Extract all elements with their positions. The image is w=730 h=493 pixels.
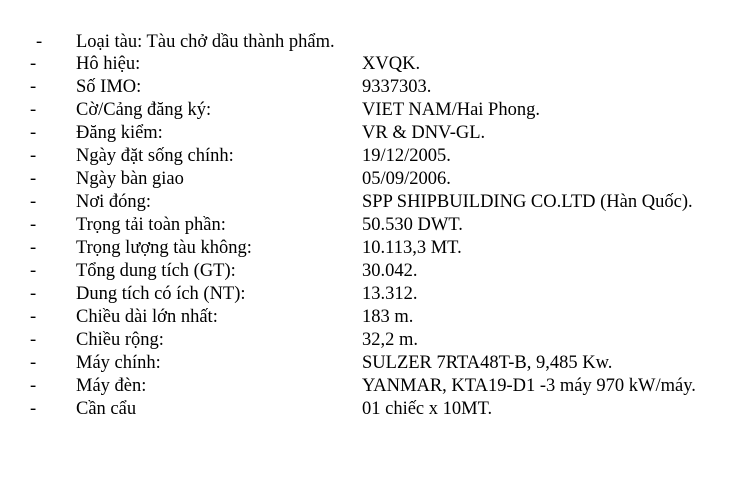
bullet-dash: -	[30, 146, 37, 166]
spec-value: 30.042.	[362, 261, 418, 281]
spec-label: Chiều rộng:	[76, 330, 164, 350]
bullet-dash: -	[30, 376, 37, 396]
spec-value: 50.530 DWT.	[362, 215, 463, 235]
spec-label: Máy chính:	[76, 353, 161, 373]
bullet-dash: -	[36, 32, 43, 52]
spec-label: Máy đèn:	[76, 376, 147, 396]
spec-value: YANMAR, KTA19-D1 -3 máy 970 kW/máy.	[362, 376, 696, 396]
spec-label: Chiều dài lớn nhất:	[76, 307, 218, 327]
spec-value: VIET NAM/Hai Phong.	[362, 100, 540, 120]
bullet-dash: -	[30, 77, 37, 97]
bullet-dash: -	[30, 284, 37, 304]
spec-label: Ngày bàn giao	[76, 169, 184, 189]
spec-value: 183 m.	[362, 307, 414, 327]
bullet-dash: -	[30, 307, 37, 327]
spec-value: SPP SHIPBUILDING CO.LTD (Hàn Quốc).	[362, 192, 693, 212]
spec-label: Tổng dung tích (GT):	[76, 261, 236, 281]
spec-value: 10.113,3 MT.	[362, 238, 462, 258]
bullet-dash: -	[30, 353, 37, 373]
spec-label: Cờ/Cảng đăng ký:	[76, 100, 212, 120]
bullet-dash: -	[30, 54, 37, 74]
spec-value: 05/09/2006.	[362, 169, 451, 189]
bullet-dash: -	[30, 192, 37, 212]
spec-value: 13.312.	[362, 284, 418, 304]
spec-label: Trọng tải toàn phần:	[76, 215, 226, 235]
spec-value: XVQK.	[362, 54, 421, 74]
spec-label: Trọng lượng tàu không:	[76, 238, 252, 258]
spec-label: Hô hiệu:	[76, 54, 141, 74]
ship-type-text: Loại tàu: Tàu chở dầu thành phẩm.	[76, 32, 335, 52]
spec-value: VR & DNV-GL.	[362, 123, 486, 143]
spec-label: Số IMO:	[76, 77, 142, 97]
bullet-dash: -	[30, 169, 37, 189]
bullet-dash: -	[30, 215, 37, 235]
spec-label: Ngày đặt sống chính:	[76, 146, 234, 166]
spec-value: 32,2 m.	[362, 330, 419, 350]
bullet-dash: -	[30, 330, 37, 350]
bullet-dash: -	[30, 399, 37, 419]
spec-label: Nơi đóng:	[76, 192, 152, 212]
spec-label: Đăng kiểm:	[76, 123, 163, 143]
bullet-dash: -	[30, 238, 37, 258]
spec-value: 19/12/2005.	[362, 146, 451, 166]
bullet-dash: -	[30, 261, 37, 281]
bullet-dash: -	[30, 123, 37, 143]
spec-label: Cần cẩu	[76, 399, 137, 419]
bullet-dash: -	[30, 100, 37, 120]
spec-value: 01 chiếc x 10MT.	[362, 399, 493, 419]
spec-value: SULZER 7RTA48T-B, 9,485 Kw.	[362, 353, 613, 373]
spec-label: Dung tích có ích (NT):	[76, 284, 246, 304]
spec-value: 9337303.	[362, 77, 432, 97]
